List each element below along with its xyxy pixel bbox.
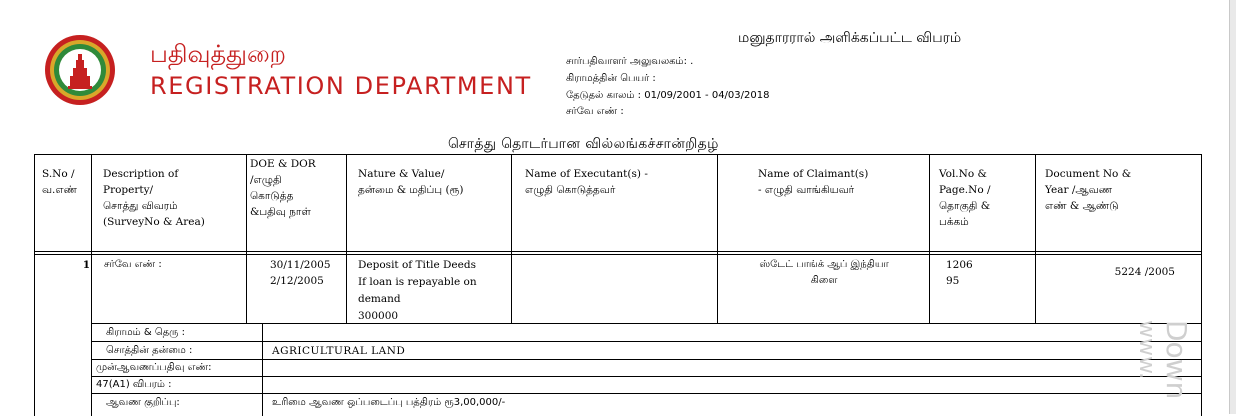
page-edge-scrollbar — [1229, 0, 1236, 414]
header-nature-value: Nature & Value/ தன்மை & மதிப்பு (ரூ) — [358, 168, 464, 196]
header-description: Description of Property/ சொத்து விவரம் (SurveyNo & Area) — [103, 168, 205, 228]
row-claimant: ஸ்டேட் பாங்க் ஆப் இந்தியா கிளை — [759, 259, 889, 286]
header-sno: S.No / வ.எண் — [42, 168, 77, 196]
watermark — [1075, 316, 1195, 416]
department-name-tamil: பதிவுத்துறை — [150, 40, 286, 68]
row-dates: 30/11/2005 2/12/2005 — [270, 259, 331, 287]
meta-sub-registrar-office: சார்பதிவாளர் அலுவலகம்: . — [566, 56, 694, 67]
certificate-title: சொத்து தொடர்பான வில்லங்கச்சான்றிதழ் — [448, 136, 719, 152]
detail-label-47a1-details: 47(A1) விபரம் : — [96, 379, 172, 390]
meta-search-period: தேடுதல் காலம் : 01/09/2001 - 04/03/2018 — [566, 90, 770, 101]
department-name-english: REGISTRATION DEPARTMENT — [150, 72, 532, 100]
encumbrance-table — [34, 154, 1202, 416]
meta-village-name: கிராமத்தின் பெயர் : — [566, 73, 656, 84]
row-sno: 1 — [82, 259, 90, 271]
row-nature-value: Deposit of Title Deeds If loan is repayable on demand 300000 — [358, 259, 477, 322]
row-document-number: 5224 /2005 — [1114, 266, 1175, 278]
meta-survey-number: சர்வே எண் : — [566, 106, 624, 117]
tamilnadu-emblem-logo — [44, 34, 116, 106]
watermark-text-secondary: www. — [1134, 320, 1159, 379]
header-volume-page: Vol.No & Page.No / தொகுதி & பக்கம் — [939, 168, 991, 228]
header-document-number: Document No & Year /ஆவண எண் & ஆண்டு — [1045, 168, 1132, 212]
row-survey-number: சர்வே எண் : — [104, 259, 162, 270]
row-volume-page: 1206 95 — [946, 259, 973, 287]
detail-value-property-type: AGRICULTURAL LAND — [272, 345, 406, 357]
detail-label-property-type: சொத்தின் தன்மை : — [106, 345, 193, 356]
document-heading: மனுதாரரால் அளிக்கப்பட்ட விபரம் — [738, 30, 962, 46]
watermark-text-primary: Down — [1160, 320, 1193, 400]
detail-label-previous-document: முன்ஆவணப்பதிவு எண்: — [96, 362, 212, 373]
header-doe-dor: DOE & DOR /எழுதி கொடுத்த &பதிவு நாள் — [250, 158, 316, 218]
detail-label-village-street: கிராமம் & தெரு : — [106, 327, 185, 338]
header-claimant: Name of Claimant(s) - எழுதி வாங்கியவர் — [758, 168, 869, 196]
header-executant: Name of Executant(s) - எழுதி கொடுத்தவர் — [525, 168, 648, 196]
detail-value-document-remarks: உரிமை ஆவண ஒப்படைப்பு பத்திரம் ரூ3,00,000/- — [272, 397, 506, 408]
detail-label-document-remarks: ஆவண குறிப்பு: — [106, 397, 180, 408]
